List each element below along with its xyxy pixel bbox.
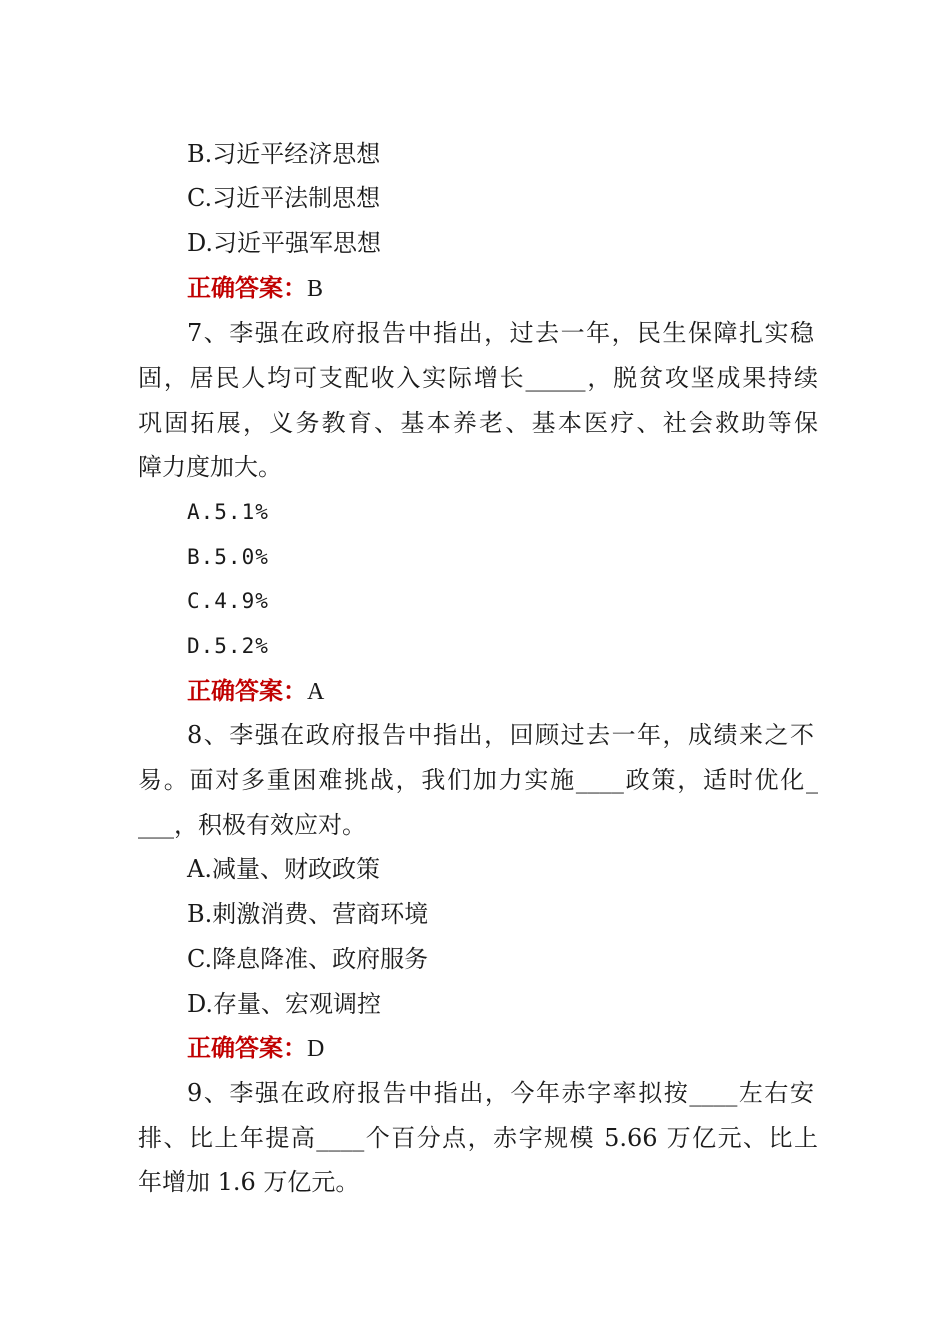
q8-answer: D: [307, 1036, 325, 1062]
q8-text-line-3: ___，积极有效应对。: [138, 811, 366, 839]
q6-option-c: C.习近平法制思想: [187, 184, 381, 212]
q6-answer-line: [187, 273, 867, 304]
q8-option-d: D.存量、宏观调控: [187, 990, 382, 1018]
q8-answer-line: [187, 1033, 867, 1064]
q9-text-line-1: 9、李强在政府报告中指出，今年赤字率拟按____左右安: [187, 1079, 814, 1107]
q7-option-b: B.5.0%: [187, 545, 269, 569]
q8-text-line-1: 8、李强在政府报告中指出，回顾过去一年，成绩来之不: [187, 721, 814, 749]
q7-option-d: D.5.2%: [187, 634, 269, 658]
q8-option-b: B.刺激消费、营商环境: [187, 900, 429, 928]
q8-option-c: C.降息降准、政府服务: [187, 945, 429, 973]
answer-label: 正确答案：: [187, 677, 307, 705]
q6-option-d: D.习近平强军思想: [187, 229, 382, 257]
q7-option-c: C.4.9%: [187, 589, 269, 613]
q9-text-line-2: 排、比上年提高____个百分点，赤字规模 5.66 万亿元、比上: [138, 1124, 818, 1152]
q7-option-a: A.5.1%: [187, 500, 269, 524]
q9-text-line-3: 年增加 1.6 万亿元。: [138, 1168, 360, 1196]
answer-label: 正确答案：: [187, 274, 307, 302]
q6-option-b: B.习近平经济思想: [187, 140, 381, 168]
q7-text-line-1: 7、李强在政府报告中指出，过去一年，民生保障扎实稳: [187, 319, 814, 347]
q7-text-line-4: 障力度加大。: [138, 453, 282, 481]
q7-text-line-3: 巩固拓展，义务教育、基本养老、基本医疗、社会救助等保: [138, 409, 818, 437]
q8-option-a: A.减量、财政政策: [187, 855, 380, 883]
q8-text-line-2: 易。面对多重困难挑战，我们加力实施____政策，适时优化_: [138, 766, 818, 794]
q6-answer: B: [307, 276, 324, 302]
q7-text-line-2: 固，居民人均可支配收入实际增长_____，脱贫攻坚成果持续: [138, 364, 818, 392]
answer-label: 正确答案：: [187, 1034, 307, 1062]
q7-answer: A: [307, 679, 325, 705]
q7-answer-line: [187, 676, 867, 707]
